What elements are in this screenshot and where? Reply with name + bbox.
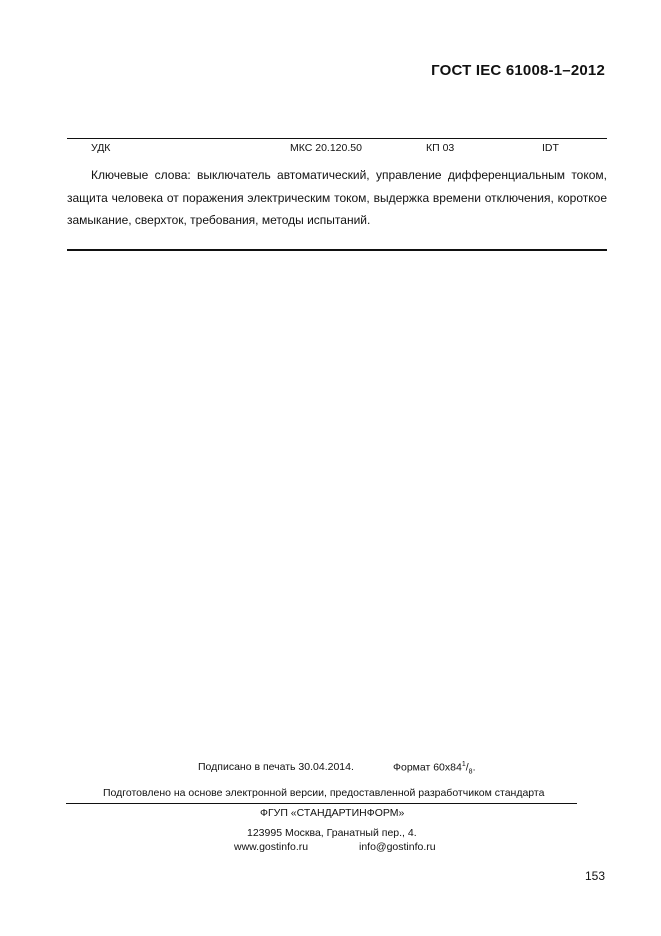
paper-format: Формат $60х84^1/_8$. (393, 761, 476, 776)
classification-row (0, 142, 661, 156)
mks-code: МКС 20.120.50 (290, 142, 362, 154)
format-denominator: 8 (468, 768, 473, 776)
prepared-note: Подготовлено на основе электронной версии, предоставленной разработчиком стандарта (103, 787, 545, 799)
top-divider (67, 138, 607, 139)
kp-code: КП 03 (426, 142, 455, 154)
document-code-header: ГОСТ IEC 61008-1–2012 (431, 62, 605, 79)
idt-code: IDT (542, 142, 559, 154)
format-label: Формат 60х84 (393, 761, 462, 774)
page-number: 153 (585, 869, 606, 883)
bottom-divider (67, 249, 607, 251)
format-tail: . (472, 761, 476, 774)
publisher-address: 123995 Москва, Гранатный пер., 4. (247, 827, 417, 839)
publisher-website: www.gostinfo.ru (234, 841, 309, 853)
imprint-divider (66, 803, 577, 804)
signed-for-print: Подписано в печать 30.04.2014. (198, 761, 354, 773)
publisher-email: info@gostinfo.ru (359, 841, 436, 853)
format-numerator: 1 (461, 761, 466, 768)
publisher-name: ФГУП «СТАНДАРТИНФОРМ» (260, 807, 405, 819)
udk-label: УДК (91, 142, 111, 154)
keywords-paragraph: Ключевые слова: выключатель автоматический, управление дифференциальным током, защита человека от поражения электрическим током, выдержка времени отключения, короткое замыкание, сверхток, требования, методы испытаний. (67, 168, 607, 227)
